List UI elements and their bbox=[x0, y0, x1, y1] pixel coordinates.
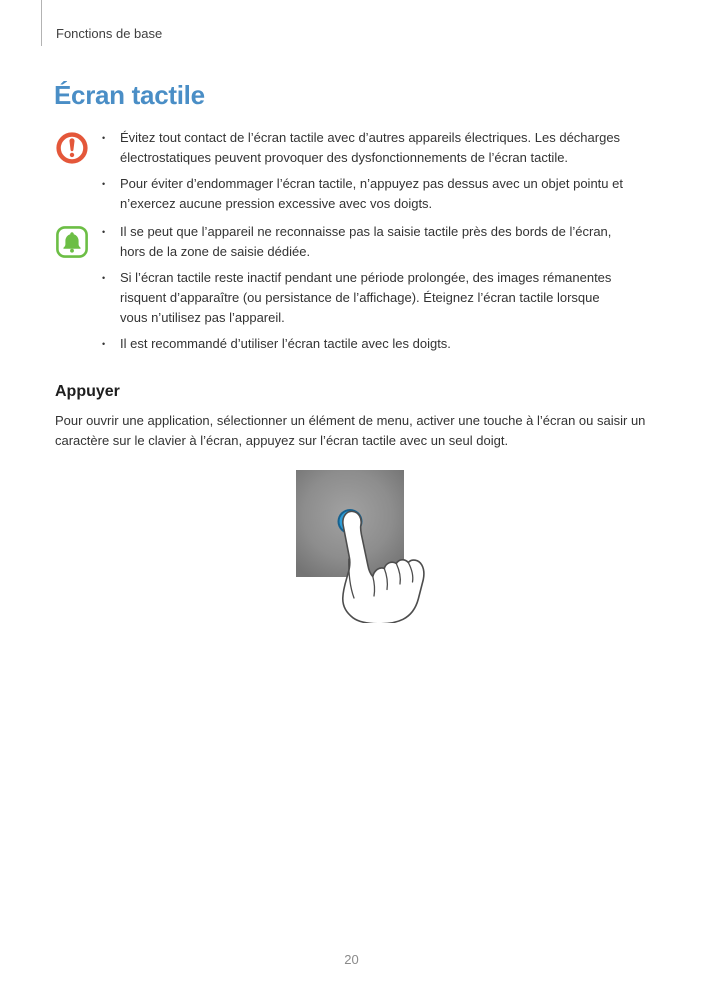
warning-list bbox=[101, 128, 629, 214]
notice-block bbox=[55, 222, 629, 354]
notice-item: • Il est recommandé d’utiliser l’écran tactile avec les doigts. bbox=[101, 334, 629, 354]
notice-list bbox=[101, 222, 629, 354]
warning-block bbox=[55, 128, 629, 214]
section-body-text: Pour ouvrir une application, sélectionner un élément de menu, activer une touche à l’écran ou saisir un caractère sur le clavier à l’écran, appuyez sur l’écran tactile avec un seul doigt. bbox=[55, 413, 646, 448]
warning-item: • Évitez tout contact de l’écran tactile avec d’autres appareils électriques. Les décharges électrostatiques peuvent provoquer des dysfonctionnements de l’écran tactile. bbox=[101, 128, 629, 168]
header-divider bbox=[41, 0, 42, 46]
page-title: Écran tactile bbox=[54, 80, 205, 110]
section-heading-appuyer: Appuyer bbox=[55, 383, 120, 400]
warning-item: • Pour éviter d’endommager l’écran tactile, n’appuyez pas dessus avec un objet pointu et n’exercez aucune pression excessive avec vos doigts. bbox=[101, 174, 629, 214]
chapter-breadcrumb: Fonctions de base bbox=[56, 26, 163, 41]
notice-item: • Si l’écran tactile reste inactif pendant une période prolongée, des images rémanentes risquent d’apparaître (ou persistance de l’affichage). Éteignez l’écran tactile lorsque vous n’utilisez pas l’appareil. bbox=[101, 268, 629, 328]
page-number: 20 bbox=[344, 952, 359, 967]
bell-icon bbox=[55, 225, 89, 259]
notice-item: • Il se peut que l’appareil ne reconnaisse pas la saisie tactile près des bords de l’écran, hors de la zone de saisie dédiée. bbox=[101, 222, 629, 262]
warning-exclamation-icon bbox=[55, 131, 89, 165]
tap-gesture-illustration bbox=[290, 463, 430, 623]
